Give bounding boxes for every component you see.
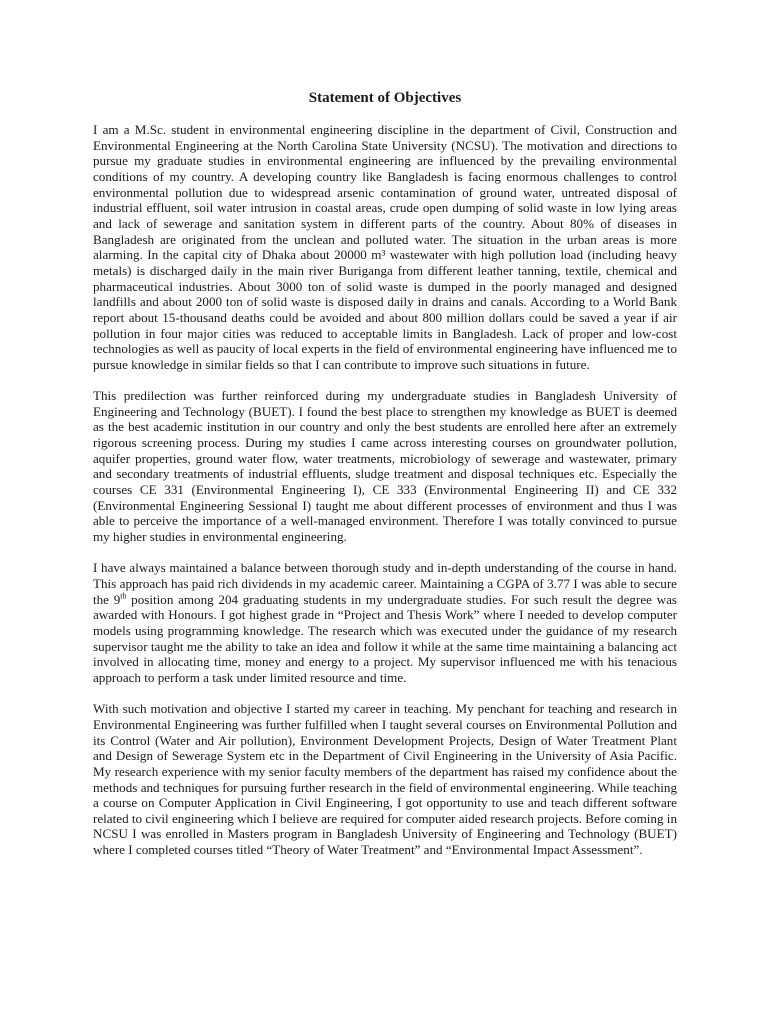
document-title: Statement of Objectives <box>308 90 462 106</box>
ordinal-superscript: th <box>120 591 127 601</box>
paragraph-undergraduate: This predilection was further reinforced during my undergraduate studies in Bangladesh University of Engineering and Technology (BUET). I found the best place to strengthen my knowledge as BUET is deemed as the best academic institution in our country and only the best students are enrolled here after an extremely rigorous screening process. During my studies I came across interesting courses on groundwater pollution, aquifer properties, ground water flow, water treatments, microbiology of sewerage and wastewater, primary and secondary treatments of industrial effluents, sludge treatment and disposal techniques etc. Especially the courses CE 331 (Environmental Engineering I), CE 333 (Environmental Engineering II) and CE 332 (Environmental Engineering Sessional I) taught me about different processes of environment and thus I was able to perceive the importance of a well-managed environment. Therefore I was totally convinced to pursue my higher studies in environmental engineering. <box>93 388 677 545</box>
academic-record-text-start: I have always maintained a balance between thorough study and in-depth understanding of the course in hand. This approach has paid rich dividends in my academic career. Maintaining a CGPA of 3.77 I was able to secure the 9 <box>93 560 677 607</box>
paragraph-teaching-career: With such motivation and objective I started my career in teaching. My penchant for teaching and research in Environmental Engineering was further fulfilled when I taught several courses on Environmental Pollution and its Control (Water and Air pollution), Environment Development Projects, Design of Water Treatment Plant and Design of Sewerage System etc in the Department of Civil Engineering in the University of Asia Pacific. My research experience with my senior faculty members of the department has raised my confidence about the methods and techniques for pursuing further research in the field of environmental engineering. While teaching a course on Computer Application in Civil Engineering, I got opportunity to use and teach different software related to civil engineering which I believe are required for computer aided research projects. Before coming in NCSU I was enrolled in Masters program in Bangladesh University of Engineering and Technology (BUET) where I completed courses titled “Theory of Water Treatment” and “Environmental Impact Assessment”. <box>93 701 677 858</box>
academic-record-text-end: position among 204 graduating students in my undergraduate studies. For such result the degree was awarded with Honours. I got highest grade in “Project and Thesis Work” where I needed to develop computer models using programming knowledge. The research which was executed under the guidance of my research supervisor taught me the ability to take an idea and follow it while at the same time maintaining a balancing act involved in allocating time, money and energy to a project. My supervisor influenced me with his tenacious approach to perform a task under limited resource and time. <box>93 591 677 685</box>
paragraph-motivation: I am a M.Sc. student in environmental engineering discipline in the department of Civil, Construction and Environmental Engineering at the North Carolina State University (NCSU). The motivation and directions to pursue my graduate studies in environmental engineering are influenced by the prevailing environmental conditions of my country. A developing country like Bangladesh is facing enormous challenges to control environmental pollution due to widespread arsenic contamination of ground water, untreated disposal of industrial effluent, soil water intrusion in coastal areas, crude open dumping of solid waste in low lying areas and lack of sewerage and sanitation system in different parts of the country. About 80% of diseases in Bangladesh are originated from the unclean and polluted water. The situation in the urban areas is more alarming. In the capital city of Dhaka about 20000 m³ wastewater with high pollution load (including heavy metals) is discharged daily in the main river Buriganga from different leather tanning, textile, chemical and pharmaceutical industries. About 3000 ton of solid waste is dumped in the poorly managed and designed landfills and about 2000 ton of solid waste is disposed daily in drains and canals. According to a World Bank report about 15-thousand deaths could be avoided and about 800 million dollars could be saved a year if air pollution in four major cities was reduced to acceptable limits in Bangladesh. Lack of proper and low-cost technologies as well as paucity of local experts in the field of environmental engineering have influenced me to pursue knowledge in similar fields so that I can contribute to improve such situations in future. <box>93 122 677 372</box>
document-body <box>93 88 677 873</box>
paragraph-academic-record <box>93 560 677 685</box>
